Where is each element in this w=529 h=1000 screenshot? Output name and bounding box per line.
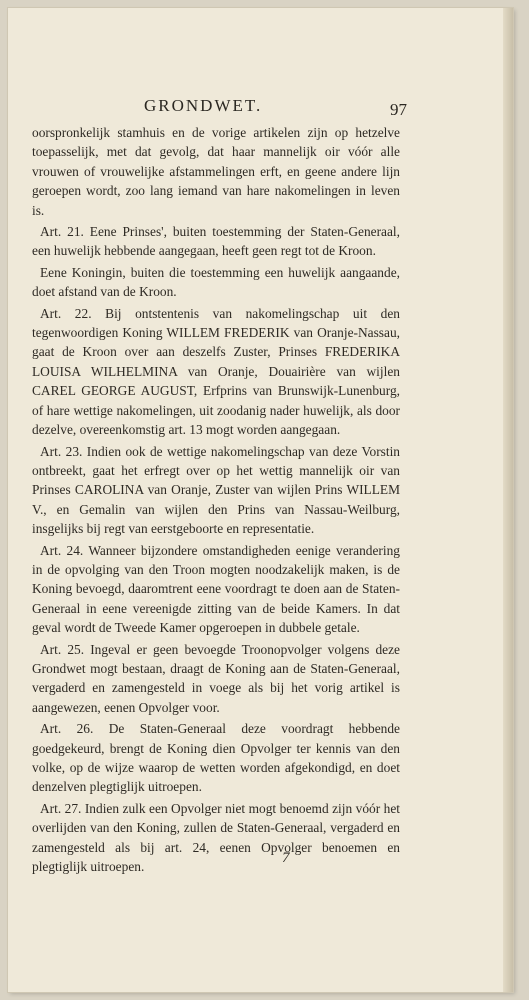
paragraph-art-22: Art. 22. Bij ontstentenis van nakomelingschap uit den tegenwoordigen Koning WILLEM FREDERIK van Oranje-Nassau, gaat de Kroon over aan deszelfs Zuster, Prinses FREDERIKA LOUISA WILHELMINA van Oranje, Douairière van wijlen CAREL GEORGE AUGUST, Erfprins van Brunswijk-Lunenburg, of hare wettige nakomelingen, uit zoodanig nader huwelijk, als door dezelve, overeenkomstig art. 13 mogt worden aangegaan. bbox=[32, 305, 400, 438]
paragraph-art-25: Art. 25. Ingeval er geen bevoegde Troonopvolger volgens deze Grondwet mogt bestaan, draagt de Koning aan de Staten-Generaal, vergaderd en zamengesteld in voege als bij het vorig artikel is aangewezen, eenen Opvolger voor. bbox=[32, 641, 400, 715]
page-header bbox=[8, 96, 513, 118]
book-page bbox=[8, 8, 513, 992]
running-head: GRONDWET. bbox=[144, 96, 263, 115]
paragraph-art-23: Art. 23. Indien ook de wettige nakomelingschap van deze Vorstin ontbreekt, gaat het erfregt over op het wettig mannelijk oir van Prinses CAROLINA van Oranje, Zuster van wijlen Prins WILLEM V., en Gemalin van wijlen den Prins van Nassau-Weilburg, insgelijks bij regt van eerstgeboorte en representatie. bbox=[32, 443, 400, 537]
signature-mark: 7 bbox=[282, 850, 290, 866]
page-edge bbox=[503, 8, 513, 992]
paragraph-continuation: oorspronkelijk stamhuis en de vorige artikelen zijn op hetzelve toepasselijk, met dat gevolg, dat haar mannelijk oir vóór alle vrouwen of vrouwelijke afstammelingen erft, en geene andere lijn geroepen wordt, zoo lang iemand van hare nakomelingen in leven is. bbox=[32, 125, 400, 218]
paragraph-art-21: Art. 21. Eene Prinses', buiten toestemming der Staten-Generaal, een huwelijk hebbende aangegaan, heeft geen regt tot de Kroon. bbox=[32, 224, 400, 259]
page-number: 97 bbox=[390, 100, 407, 119]
paragraph-art-24: Art. 24. Wanneer bijzondere omstandigheden eenige verandering in de opvolging van den Troon mogten noodzakelijk maken, is de Koning bevoegd, daaromtrent eene voordragt te doen aan de Staten-Generaal in eene vereenigde zitting van de beide Kamers. In dat geval wordt de Tweede Kamer opgeroepen in dubbele getale. bbox=[32, 542, 400, 636]
paragraph-art-27: Art. 27. Indien zulk een Opvolger niet mogt benoemd zijn vóór het overlijden van den Koning, zullen de Staten-Generaal, vergaderd en zamengesteld als bij art. 24, eenen Opvolger benoemen en plegtiglijk uitroepen. bbox=[32, 800, 400, 875]
paragraph-art-26: Art. 26. De Staten-Generaal deze voordragt hebbende goedgekeurd, brengt de Koning dien Opvolger ter kennis van den volke, op de wijze waarop de wetten worden afgekondigd, en doet denzelven plegtiglijk uitroepen. bbox=[32, 721, 400, 795]
body-text bbox=[32, 123, 400, 876]
paragraph-koningin: Eene Koningin, buiten die toestemming een huwelijk aangaande, doet afstand van de Kroon. bbox=[32, 264, 400, 300]
